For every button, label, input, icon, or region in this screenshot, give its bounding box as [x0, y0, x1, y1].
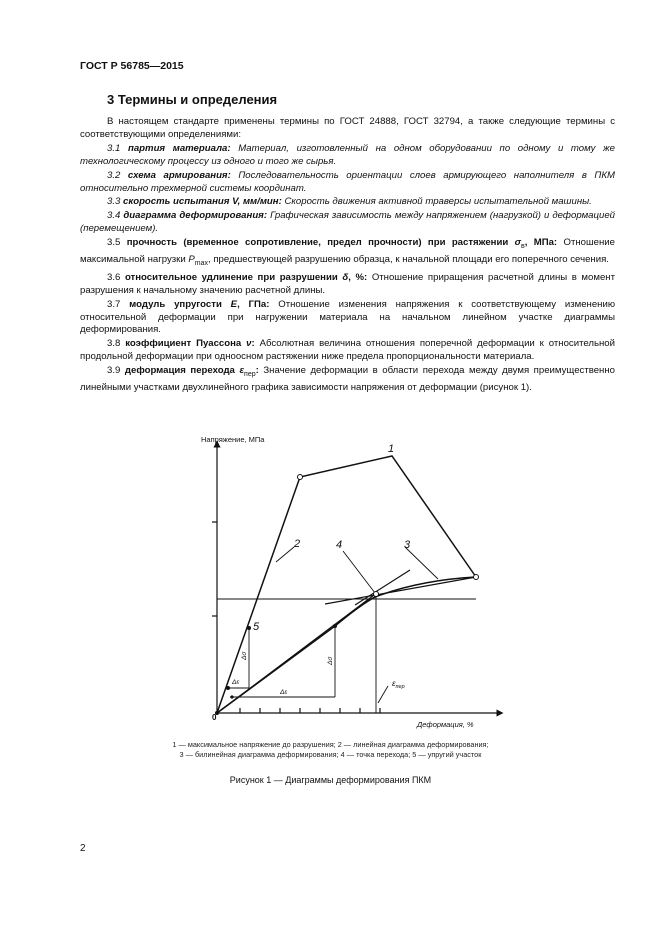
upper-slope-line: [355, 570, 410, 605]
bilinear-diagram-curve: [217, 577, 476, 713]
y-axis-label: Напряжение, МПа: [201, 435, 265, 444]
figure-legend-line-1: 1 — максимальное напряжение до разрушения; 2 — линейная диаграмма деформирования;: [172, 740, 489, 749]
x-axis-label: Деформация, %: [417, 720, 474, 729]
delta-sigma-small: Δσ: [241, 651, 248, 660]
point: [226, 686, 230, 690]
point: [333, 624, 337, 628]
second-tangent-line: [325, 577, 476, 604]
curve-label-4: 4: [336, 539, 343, 551]
term-3-7: 3.7 модуль упругости E, ГПа: Отношение изменения напряжения к соответствующему изменению относительной деформации при нагружении материала на начальном линейном участке диаграммы деформирования.: [80, 298, 616, 336]
term-3-4: 3.4 диаграмма деформирования: Графическая зависимость между напряжением (нагрузкой) и деформацией (перемещением).: [80, 210, 615, 235]
origin-label: 0: [212, 713, 217, 722]
delta-eps-large: Δε: [280, 689, 288, 696]
leader-2: [276, 547, 294, 562]
leader-3: [405, 547, 438, 579]
delta-eps-small: Δε: [232, 679, 240, 686]
term-3-5: 3.5 прочность (временное сопротивление, предел прочности) при растяжении $\sigma_в$, МПа: Отношение максимальной нагрузки $P_{max}$, предшествующей разрушению образца, к начальной площади его поперечного сечения.: [80, 237, 615, 267]
figure-title: Рисунок 1 — Диаграммы деформирования ПКМ: [229, 775, 432, 785]
term-3-9: 3.9 деформация перехода $\varepsilon_{пер}$: Значение деформации в области перехода между двумя преимущественно линейными участками двухлинейного графика зависимости напряжения от деформации (рисунок 1).: [80, 365, 615, 393]
leader-eps: [378, 686, 388, 703]
point: [230, 695, 233, 698]
curve-label-1: 1: [388, 443, 395, 455]
term-3-2: 3.2 схема армирования: Последовательность ориентации слоев армирующего наполнителя в ПКМ относительно трехмерной системы координат.: [80, 169, 615, 194]
fracture-point: [474, 575, 479, 580]
figure-legend-line-2: 3 — билинейная диаграмма деформирования; 4 — точка перехода; 5 — упругий участок: [179, 750, 482, 759]
page-number: 2: [80, 843, 86, 854]
term-3-3: 3.3 скорость испытания V, мм/мин: Скорость движения активной траверсы испытательной машины.: [107, 196, 592, 208]
transition-point: [374, 592, 379, 597]
term-3-1: 3.1 партия материала: Материал, изготовленный на одном оборудовании по одному и тому же технологическому процессу из одного и того же сырья.: [80, 142, 615, 167]
term-3-8: 3.8 коэффициент Пуассона ν: Абсолютная величина отношения поперечной деформации к относительной продольной деформации при одноосном растяжении ниже предела пропорциональности материала.: [80, 338, 615, 363]
curve-label-3: 3: [404, 539, 411, 551]
curve-label-2: 2: [294, 538, 301, 550]
max-stress-point: [298, 475, 303, 480]
standard-header: ГОСТ Р 56785—2015: [80, 60, 184, 72]
intro-paragraph: В настоящем стандарте применены термины по ГОСТ 24888, ГОСТ 32794, а также следующие термины с соответствующими определениями:: [80, 116, 615, 140]
point: [247, 626, 251, 630]
term-3-6: 3.6 относительное удлинение при разрушении δ, %: Отношение приращения расчетной длины в момент разрушения к начальному значению расчетной длины.: [80, 271, 615, 296]
curve-label-5: 5: [253, 621, 260, 633]
delta-sigma-large: Δσ: [327, 656, 334, 665]
leader-4: [343, 551, 375, 593]
eps-per-label: $\varepsilon_{пер}$: [392, 679, 405, 690]
section-title: 3 Термины и определения: [107, 92, 278, 107]
